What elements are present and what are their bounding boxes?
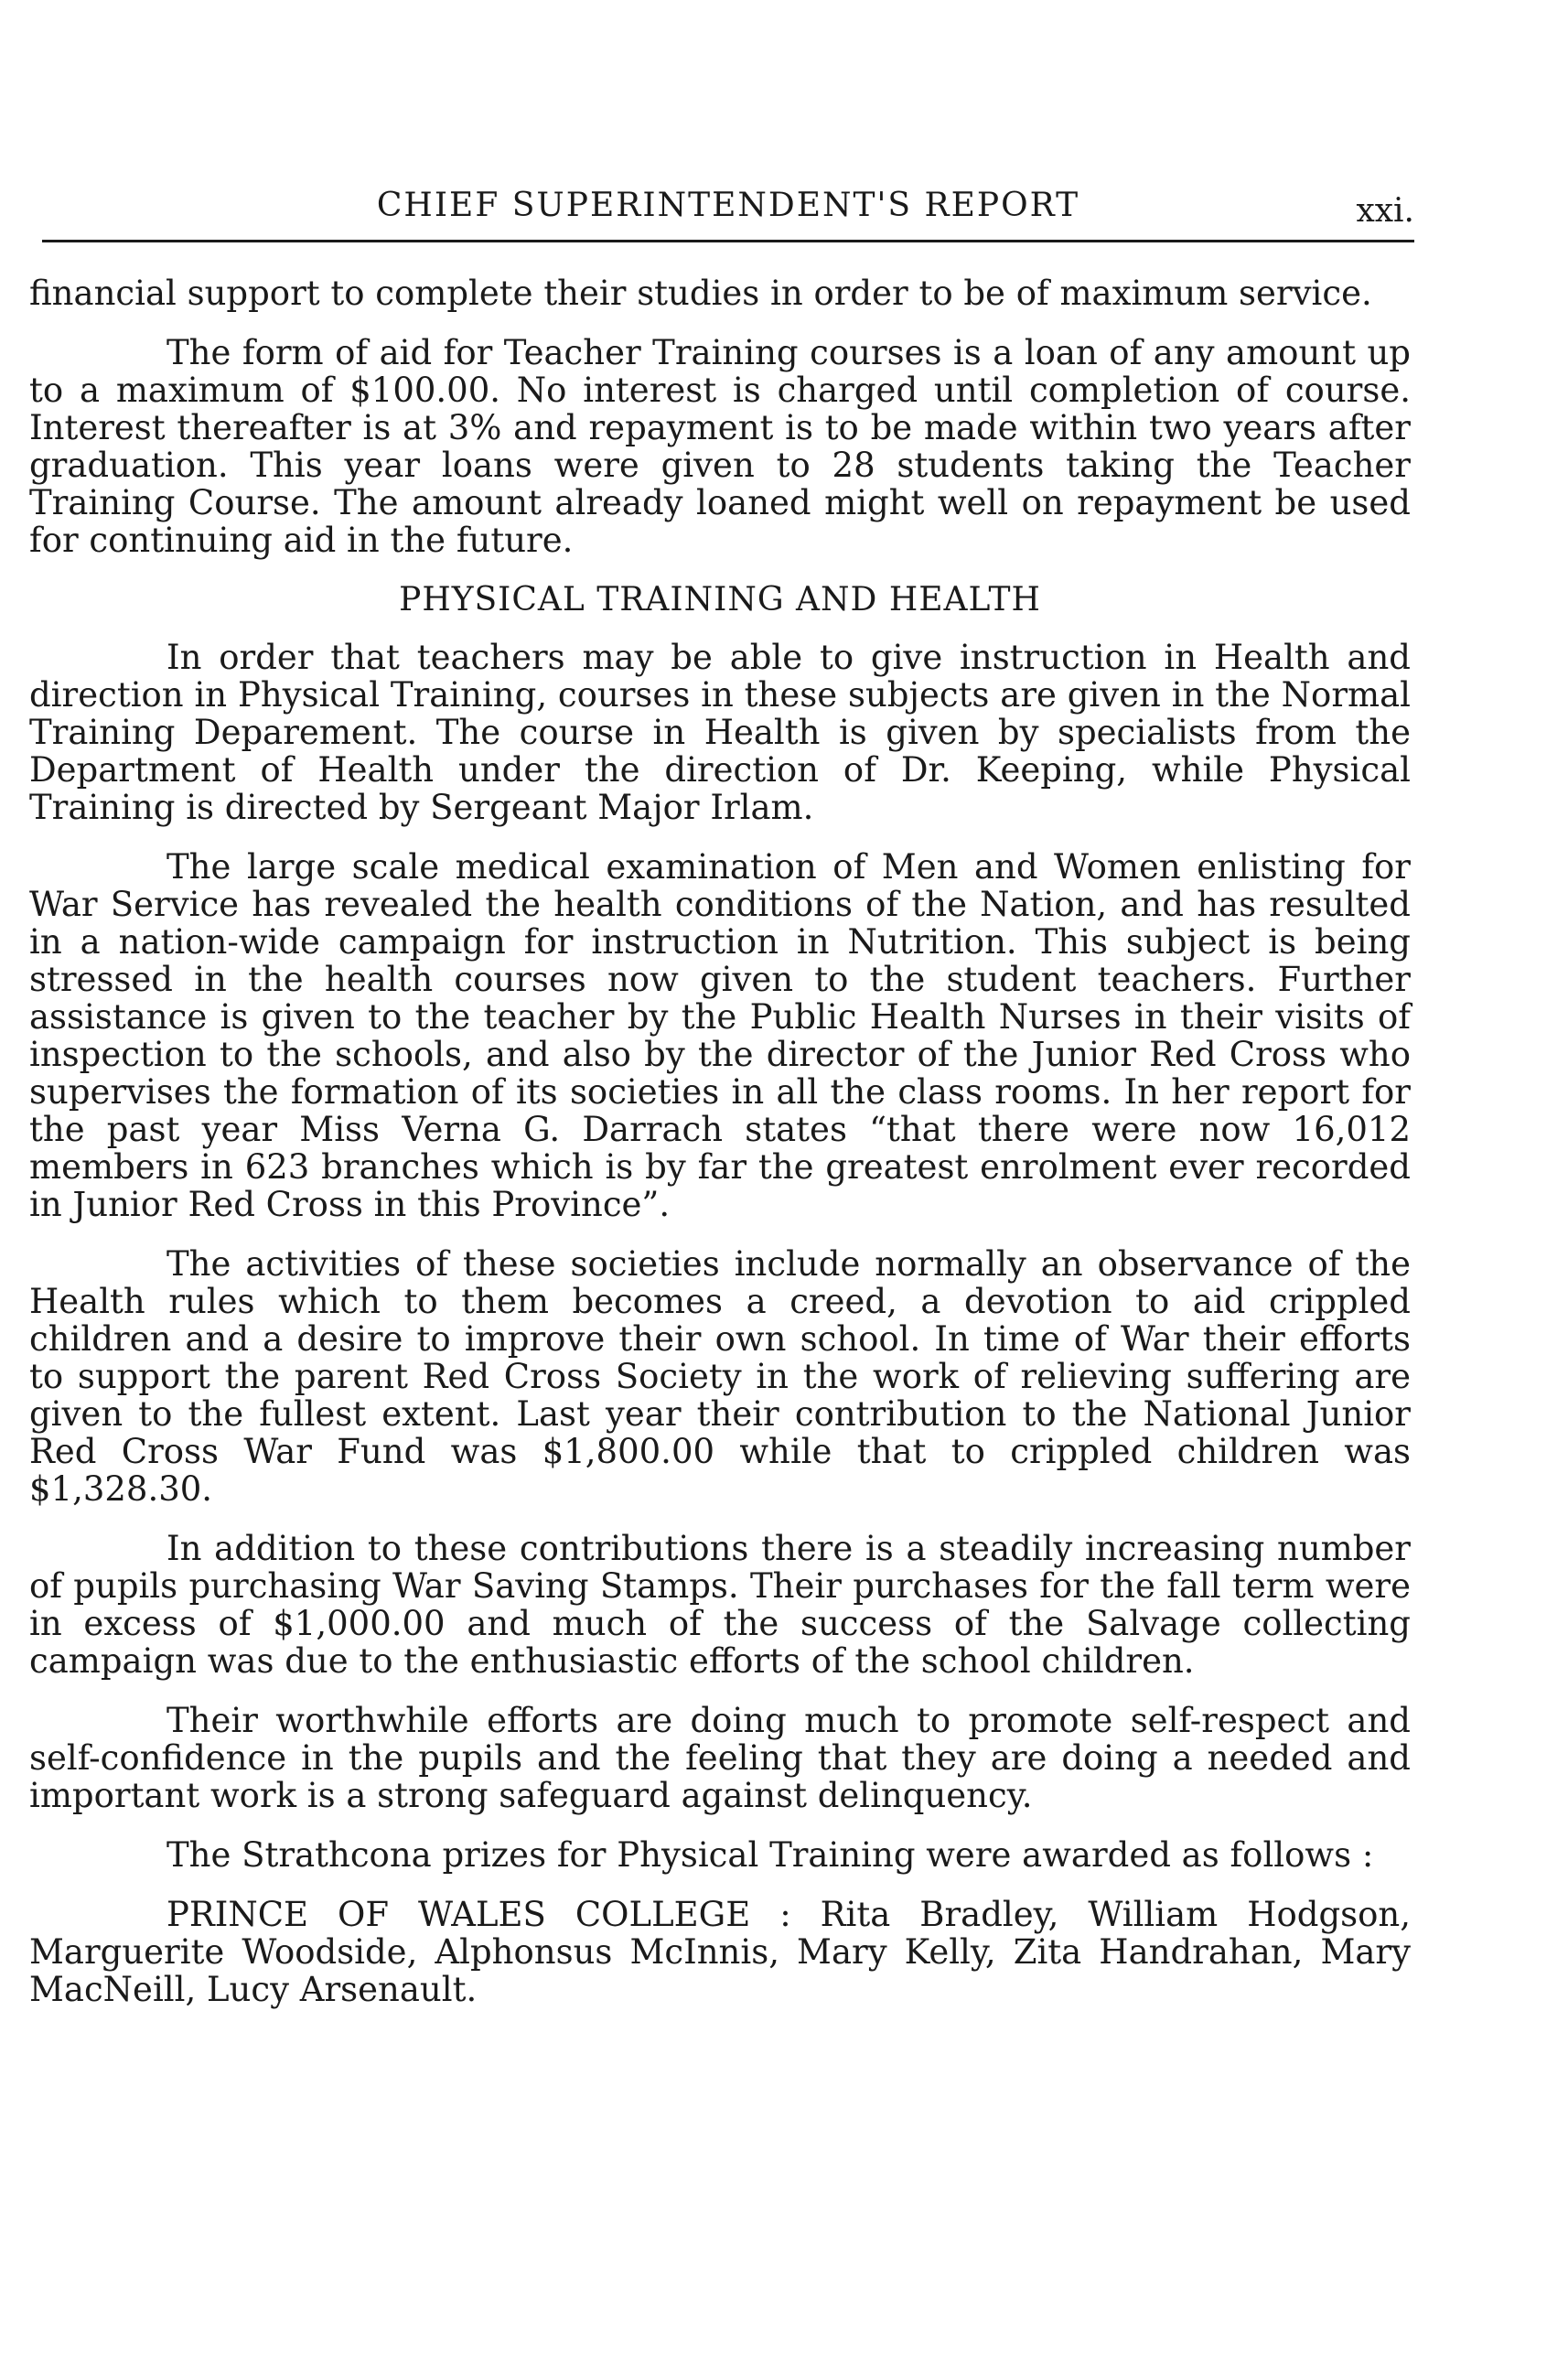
report-body <box>29 274 1411 2030</box>
paragraph-prize-winners: PRINCE OF WALES COLLEGE : Rita Bradley, William Hodgson, Marguerite Woodside, Alphonsus McInnis, Mary Kelly, Zita Handrahan, Mary MacNeill, Lucy Arsenault. <box>29 1895 1411 2009</box>
page-number: xxi. <box>1356 192 1414 230</box>
paragraph-medical-examination: The large scale medical examination of Men and Women enlisting for War Service has revealed the health conditions of the Nation, and has resulted in a nation-wide campaign for instruction in Nutrition. This subject is being stressed in the health courses now given to the student teachers. Further assistance is given to the teacher by the Public Health Nurses in their visits of inspection to the schools, and also by the director of the Junior Red Cross who supervises the formation of its societies in all the class rooms. In her report for the past year Miss Verna G. Darrach states “that there were now 16,012 members in 623 branches which is by far the greatest enrolment ever recorded in Junior Red Cross in this Province”. <box>29 847 1411 1224</box>
section-heading: PHYSICAL TRAINING AND HEALTH <box>399 581 1041 618</box>
paragraph-continuation: financial support to complete their studies in order to be of maximum service. <box>29 274 1372 313</box>
header-title: CHIEF SUPERINTENDENT'S REPORT <box>376 187 1080 224</box>
paragraph-health-instruction: In order that teachers may be able to give instruction in Health and direction in Physical Training, courses in these subjects are given in the Normal Training Deparement. The course in Health is given by specialists from the Department of Health under the direction of Dr. Keeping, while Physical Training is directed by Sergeant Major Irlam. <box>29 638 1411 827</box>
paragraph-teacher-training-loans: The form of aid for Teacher Training courses is a loan of any amount up to a maximum of $100.00. No interest is charged until completion of course. Interest thereafter is at 3% and repayment is to be made within two years after graduation. This year loans were given to 28 students taking the Teacher Training Course. The amount already loaned might well on repayment be used for continuing aid in the future. <box>29 333 1411 560</box>
header-rule <box>42 240 1414 242</box>
paragraph-war-saving-stamps: In addition to these contributions there is a steadily increasing number of pupils purchasing War Saving Stamps. Their purchases for the fall term were in excess of $1,000.00 and much of the success of the Salvage collecting campaign was due to the enthusiastic efforts of the school children. <box>29 1529 1411 1681</box>
running-header <box>42 179 1414 234</box>
paragraph-society-activities: The activities of these societies include normally an observance of the Health rules which to them becomes a creed, a devotion to aid crippled children and a desire to improve their own school. In time of War their efforts to support the parent Red Cross Society in the work of relieving suffering are given to the fullest extent. Last year their contribution to the National Junior Red Cross War Fund was $1,800.00 while that to crippled children was $1,328.30. <box>29 1244 1411 1509</box>
paragraph-strathcona-prizes: The Strathcona prizes for Physical Training were awarded as follows : <box>166 1835 1374 1875</box>
paragraph-worthwhile-efforts: Their worthwhile efforts are doing much to promote self-respect and self-confidence in the pupils and the feeling that they are doing a needed and important work is a strong safeguard against delinquency. <box>29 1701 1411 1815</box>
